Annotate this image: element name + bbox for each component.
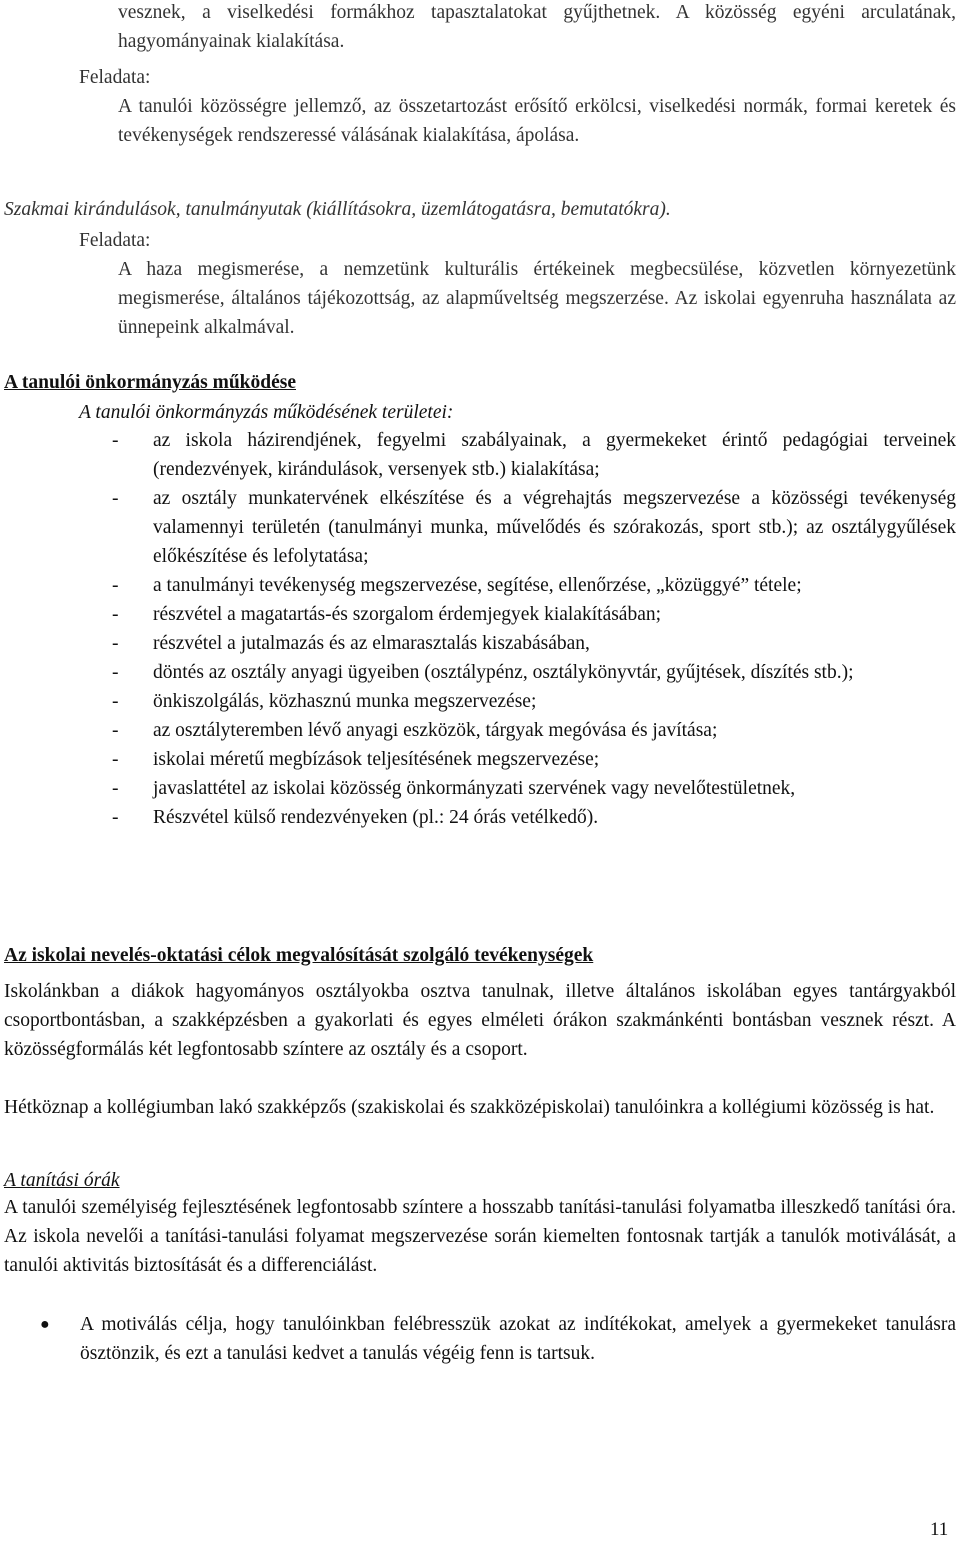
list-dash: - <box>112 720 119 741</box>
list-item-text: részvétel a jutalmazás és az elmarasztalás kiszabásában, <box>153 633 590 654</box>
list-dash: - <box>112 778 119 799</box>
list-item-text: az iskola házirendjének, fegyelmi szabályainak, a gyermekeket érintő pedagógiai terveinek (rendezvények, kirándulások, versenyek stb.) kialakítása; <box>153 430 956 480</box>
task-label-2: Feladata: <box>79 230 151 251</box>
activities-paragraph-1: Iskolánkban a diákok hagyományos osztályokba osztva tanulnak, illetve általános iskolában egyes tantárgyakból csoportbontásban, a szakképzésben a gyakorlati és egyes elméleti órákon szakmánkénti bontásban vesznek részt. A közösségformálás két legfontosabb színtere az osztály és a csoport. <box>4 981 956 1060</box>
list-item <box>112 484 956 571</box>
list-dash: - <box>112 430 119 451</box>
list-item-text: Részvétel külső rendezvényeken (pl.: 24 órás vetélkedő). <box>153 807 599 828</box>
page-number: 11 <box>930 1519 949 1540</box>
list-dash: - <box>112 575 119 596</box>
list-item <box>112 571 956 600</box>
list-item <box>112 687 956 716</box>
lessons-paragraph: A tanulói személyiség fejlesztésének legfontosabb színtere a hosszabb tanítási-tanulási folyamatba illeszkedő tanítási óra. Az iskola nevelői a tanítási-tanulási folyamat megszervezése során kiemelten fontosnak tartják a tanulók motiválását, a tanulói aktivitás biztosítását és a differenciálást. <box>4 1197 956 1276</box>
bullet-text: A motiválás célja, hogy tanulóinkban felébresszük azokat az indítékokat, amelyek a gyermekeket tanulásra ösztönzik, és ezt a tanulási kedvet a tanulás végéig fenn is tartsuk. <box>80 1314 956 1364</box>
bullet-dot: ● <box>40 1316 50 1333</box>
list-item <box>112 658 956 687</box>
intro-paragraph: vesznek, a viselkedési formákhoz tapasztalatokat gyűjthetnek. A közösség egyéni arculatának, hagyományainak kialakítása. <box>118 2 956 52</box>
list-item-text: részvétel a magatartás-és szorgalom érdemjegyek kialakításában; <box>153 604 662 625</box>
list-dash: - <box>112 691 119 712</box>
activities-heading: Az iskolai nevelés-oktatási célok megvalósítását szolgáló tevékenységek <box>4 945 594 966</box>
list-item <box>112 426 956 484</box>
bullet-item <box>40 1310 956 1368</box>
self-government-list <box>112 426 956 832</box>
activities-paragraph-2: Hétköznap a kollégiumban lakó szakképzős (szakiskolai és szakközépiskolai) tanulóinkra a kollégiumi közösség is hat. <box>4 1097 935 1118</box>
lessons-heading: A tanítási órák <box>4 1170 120 1191</box>
self-government-heading: A tanulói önkormányzás működése <box>4 372 297 393</box>
list-item <box>112 600 956 629</box>
task-text-1: A tanulói közösségre jellemző, az összetartozást erősítő erkölcsi, viselkedési normák, formai keretek és tevékenységek rendszeressé válásának kialakítása, ápolása. <box>118 96 956 146</box>
list-item-text: iskolai méretű megbízások teljesítésének megszervezése; <box>153 749 600 770</box>
list-dash: - <box>112 749 119 770</box>
list-item <box>112 745 956 774</box>
list-item <box>112 774 956 803</box>
list-dash: - <box>112 604 119 625</box>
list-item-text: a tanulmányi tevékenység megszervezése, segítése, ellenőrzése, „közüggyé” tétele; <box>153 575 802 596</box>
list-item <box>112 803 956 832</box>
list-item <box>112 716 956 745</box>
list-item-text: az osztály munkatervének elkészítése és a végrehajtás megszervezése a közösségi tevékenység valamennyi területén (tanulmányi munka, művelődés és szórakozás, sport stb.); az osztálygyűlések előkészítése és lefolytatása; <box>153 488 956 567</box>
task-text-2: A haza megismerése, a nemzetünk kulturális értékeinek megbecsülése, közvetlen környezetünk megismerése, általános tájékozottság, az alapműveltség megszerzése. Az iskolai egyenruha használata az ünnepeink alkalmával. <box>118 259 956 338</box>
trips-heading: Szakmai kirándulások, tanulmányutak (kiállításokra, üzemlátogatásra, bemutatókra). <box>4 199 671 220</box>
list-item-text: javaslattétel az iskolai közösség önkormányzati szervének vagy nevelőtestületnek, <box>153 778 796 799</box>
list-item-text: döntés az osztály anyagi ügyeiben (osztálypénz, osztálykönyvtár, gyűjtések, díszítés stb.); <box>153 662 854 683</box>
task-label-1: Feladata: <box>79 67 151 88</box>
list-item <box>112 629 956 658</box>
list-item-text: az osztályteremben lévő anyagi eszközök, tárgyak megóvása és javítása; <box>153 720 718 741</box>
self-government-subheading: A tanulói önkormányzás működésének területei: <box>79 402 454 423</box>
list-dash: - <box>112 662 119 683</box>
list-dash: - <box>112 633 119 654</box>
list-dash: - <box>112 488 119 509</box>
list-item-text: önkiszolgálás, közhasznú munka megszervezése; <box>153 691 537 712</box>
list-dash: - <box>112 807 119 828</box>
